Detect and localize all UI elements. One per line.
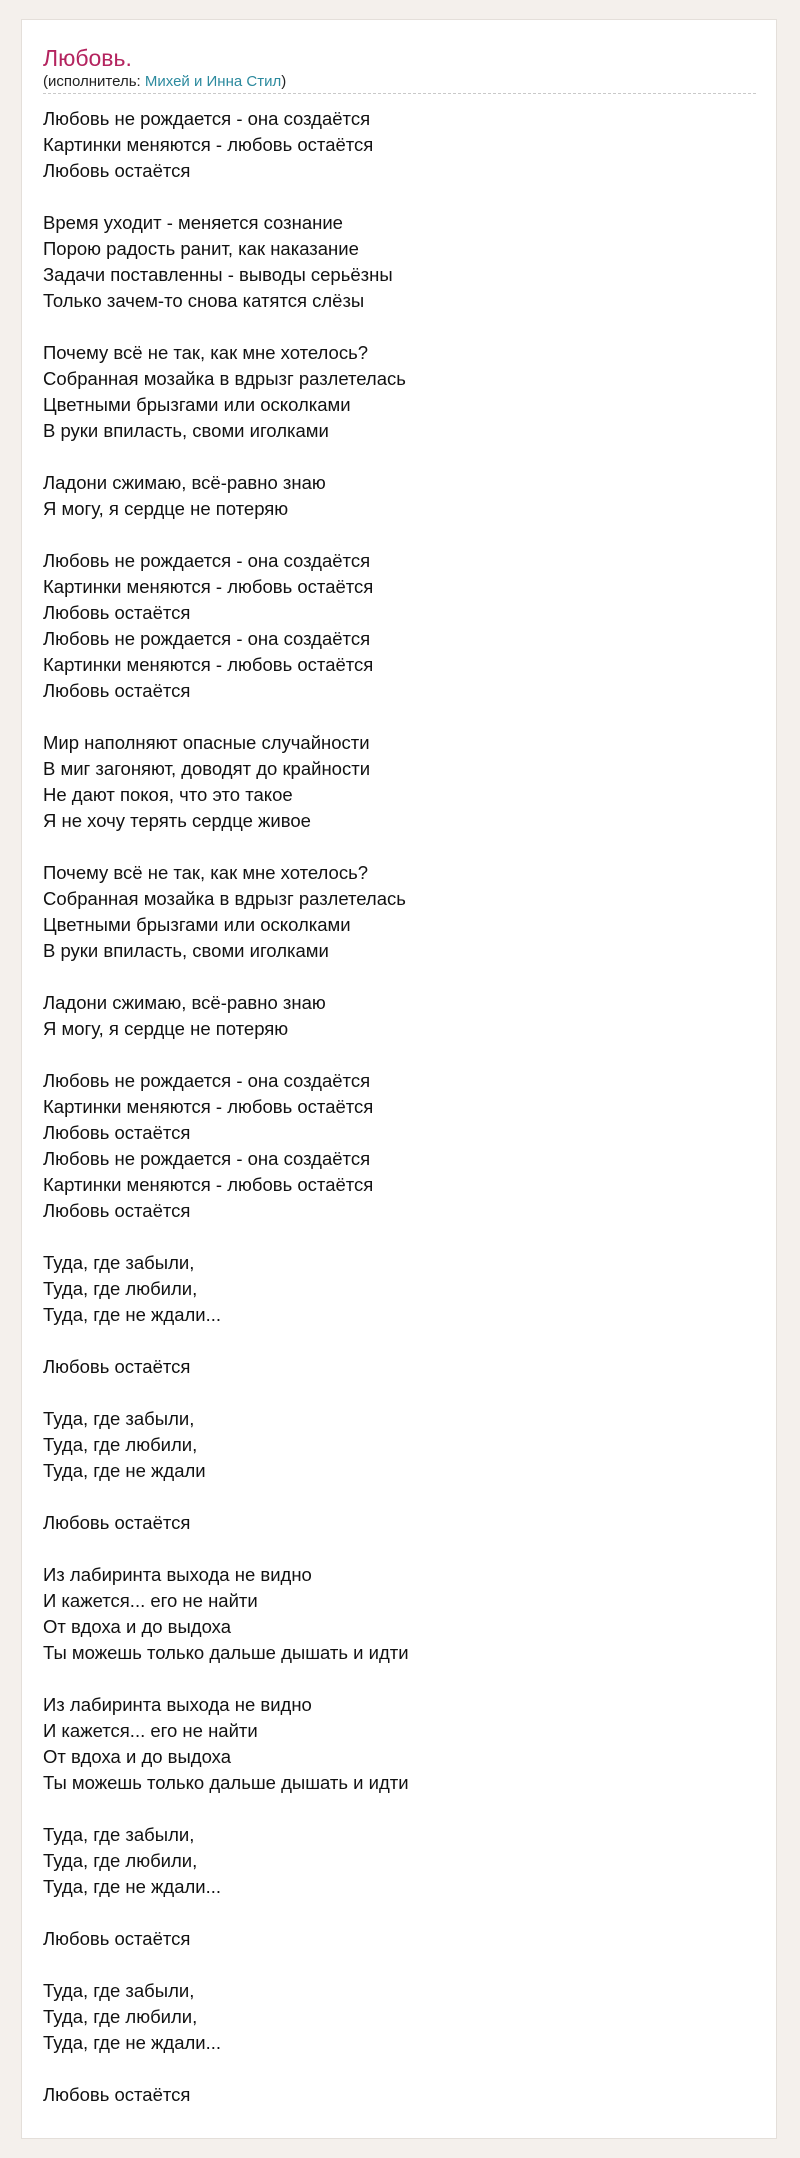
lyric-blank-line [43,2056,756,2082]
lyric-blank-line [43,964,756,990]
lyric-blank-line [43,1900,756,1926]
lyric-line: Любовь остаётся [43,2084,191,2105]
lyric-line: Я могу, я сердце не потеряю [43,498,289,519]
lyric-line: Ты можешь только дальше дышать и идти [43,1642,409,1663]
song-header [43,43,756,94]
lyric-line: Любовь остаётся [43,1200,191,1221]
lyric-line: В миг загоняют, доводят до крайности [43,758,371,779]
lyric-line: Туда, где забыли, [43,1252,195,1273]
lyric-line: Любовь не рождается - она создаётся [43,1148,371,1169]
lyric-blank-line [43,1380,756,1406]
lyric-line: Я не хочу терять сердце живое [43,810,311,831]
lyric-blank-line [43,1952,756,1978]
lyric-line: Задачи поставленны - выводы серьёзны [43,264,393,285]
lyric-line: Не дают покоя, что это такое [43,784,293,805]
lyric-line: Почему всё не так, как мне хотелось? [43,862,369,883]
lyric-line: Туда, где любили, [43,1850,198,1871]
lyric-line: Порою радость ранит, как наказание [43,238,359,259]
lyric-line: Цветными брызгами или осколками [43,914,351,935]
lyric-line: Цветными брызгами или осколками [43,394,351,415]
lyric-line: Ты можешь только дальше дышать и идти [43,1772,409,1793]
lyric-line: Любовь остаётся [43,680,191,701]
lyric-line: Я могу, я сердце не потеряю [43,1018,289,1039]
lyric-blank-line [43,834,756,860]
lyric-line: Мир наполняют опасные случайности [43,732,370,753]
lyric-line: Туда, где не ждали... [43,1876,222,1897]
lyric-line: От вдоха и до выдоха [43,1616,231,1637]
song-title: Любовь. [43,45,132,71]
lyric-line: Любовь не рождается - она создаётся [43,550,371,571]
lyric-blank-line [43,1042,756,1068]
lyric-line: Картинки меняются - любовь остаётся [43,654,374,675]
lyric-line: Почему всё не так, как мне хотелось? [43,342,369,363]
lyric-line: Туда, где забыли, [43,1408,195,1429]
lyric-line: Туда, где не ждали [43,1460,206,1481]
lyric-line: Любовь остаётся [43,1356,191,1377]
artist-line [43,73,756,91]
lyric-line: Туда, где забыли, [43,1980,195,2001]
lyric-blank-line [43,1666,756,1692]
lyric-line: Ладони сжимаю, всё-равно знаю [43,472,326,493]
lyric-line: Время уходит - меняется сознание [43,212,343,233]
lyric-line: Картинки меняются - любовь остаётся [43,1174,374,1195]
lyric-line: Картинки меняются - любовь остаётся [43,134,374,155]
lyric-line: Туда, где любили, [43,1278,198,1299]
lyric-line: Туда, где любили, [43,1434,198,1455]
lyric-line: Только зачем-то снова катятся слёзы [43,290,365,311]
lyric-blank-line [43,444,756,470]
lyric-blank-line [43,1796,756,1822]
lyric-line: И кажется... его не найти [43,1720,258,1741]
lyric-blank-line [43,1328,756,1354]
lyric-line: Любовь остаётся [43,602,191,623]
lyric-blank-line [43,1224,756,1250]
lyrics-card [21,19,777,2139]
lyric-blank-line [43,1484,756,1510]
lyric-line: Любовь остаётся [43,1928,191,1949]
lyric-line: Картинки меняются - любовь остаётся [43,576,374,597]
lyric-line: Любовь не рождается - она создаётся [43,108,371,129]
lyric-line: Туда, где не ждали... [43,2032,222,2053]
lyric-line: Любовь не рождается - она создаётся [43,628,371,649]
lyric-line: Из лабиринта выхода не видно [43,1694,312,1715]
lyric-line: Собранная мозайка в вдрызг разлетелась [43,368,406,389]
lyric-line: Из лабиринта выхода не видно [43,1564,312,1585]
lyric-line: В руки впиласть, своми иголками [43,940,329,961]
lyric-line: В руки впиласть, своми иголками [43,420,329,441]
lyric-line: От вдоха и до выдоха [43,1746,231,1767]
lyric-line: Ладони сжимаю, всё-равно знаю [43,992,326,1013]
lyric-line: Любовь остаётся [43,1122,191,1143]
lyric-line: Картинки меняются - любовь остаётся [43,1096,374,1117]
lyric-blank-line [43,314,756,340]
lyric-line: И кажется... его не найти [43,1590,258,1611]
lyric-blank-line [43,704,756,730]
lyric-line: Любовь не рождается - она создаётся [43,1070,371,1091]
lyric-line: Любовь остаётся [43,160,191,181]
artist-prefix: (исполнитель: [43,73,145,90]
lyric-line: Собранная мозайка в вдрызг разлетелась [43,888,406,909]
lyric-line: Туда, где любили, [43,2006,198,2027]
lyric-line: Туда, где забыли, [43,1824,195,1845]
lyric-line: Туда, где не ждали... [43,1304,222,1325]
lyric-blank-line [43,1536,756,1562]
lyric-line: Любовь остаётся [43,1512,191,1533]
artist-suffix: ) [281,73,287,90]
lyric-blank-line [43,522,756,548]
lyrics-body [43,106,756,2108]
lyric-blank-line [43,184,756,210]
artist-link[interactable]: Михей и Инна Стил [144,73,282,90]
